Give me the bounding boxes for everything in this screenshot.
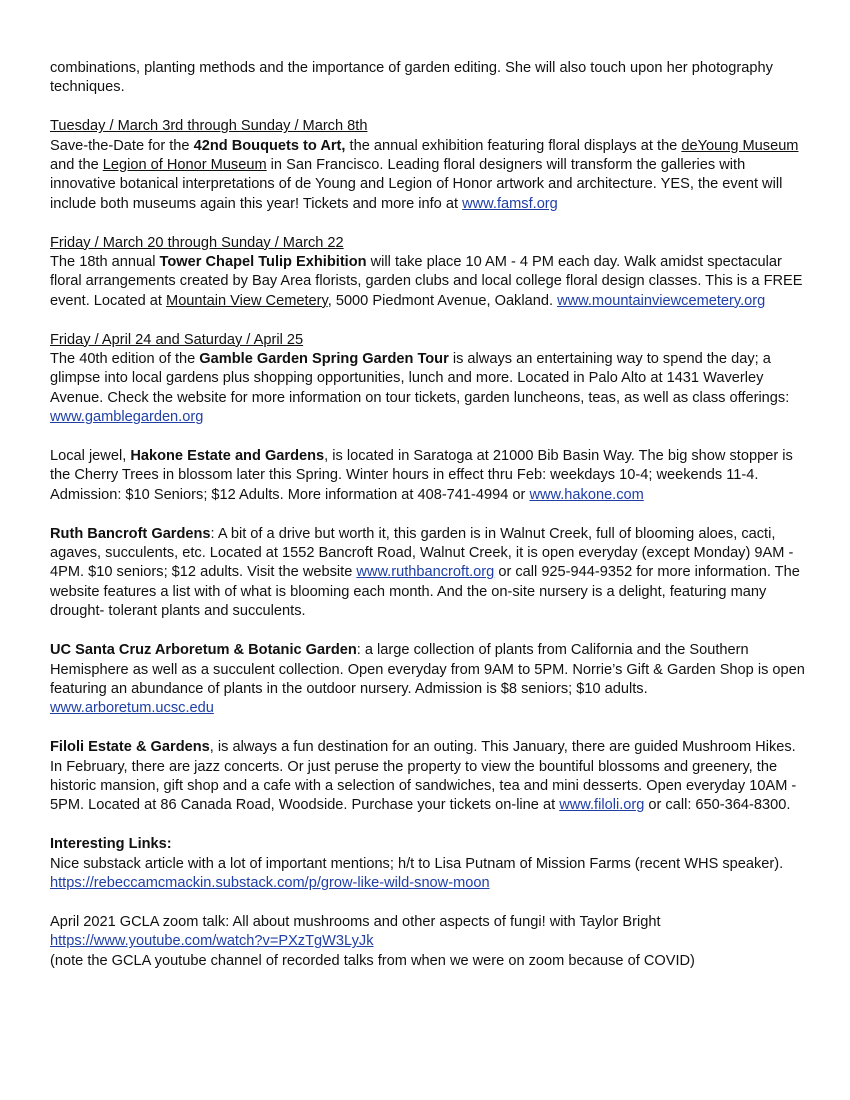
filoli-paragraph — [50, 738, 810, 816]
ruthbancroft-link[interactable]: www.ruthbancroft.org — [356, 564, 495, 581]
gcla-zoom-talk — [50, 913, 810, 971]
event3-date: Friday / April 24 and Saturday / April 25 — [50, 331, 304, 348]
ruth-text-1: : A bit of a drive but worth it, this garden is in Walnut Creek, full of blooming aloes, cacti, agaves, succulents, etc. Located at 1552 Bancroft Road, Walnut Creek, it is open everyday (except Monday) 9AM - 4PM. $10 seniors; $12 adults. Visit the website — [50, 525, 794, 581]
interesting-links-section — [50, 835, 810, 893]
substack-description: Nice substack article with a lot of important mentions; h/t to Lisa Putnam of Mission Farms (recent WHS speaker). — [50, 855, 784, 872]
famsf-link[interactable]: www.famsf.org — [462, 195, 558, 212]
document-page — [50, 59, 810, 971]
intro-paragraph — [50, 59, 810, 98]
ucsc-arboretum-paragraph — [50, 641, 810, 719]
event3-title: Gamble Garden Spring Garden Tour — [199, 351, 449, 368]
intro-line-2: techniques. — [50, 79, 125, 96]
interesting-links-heading: Interesting Links: — [50, 836, 172, 853]
gamblegarden-link[interactable]: www.gamblegarden.org — [50, 409, 204, 426]
event2-text-2: will take place 10 AM - 4 PM each day. Walk amidst spectacular floral arrangements created by Bay Area florists, garden clubs and local college floral design classes. This is a FREE event. Located at — [50, 254, 803, 309]
youtube-link[interactable]: https://www.youtube.com/watch?v=PXzTgW3LyJk — [50, 933, 374, 950]
gcla-note: (note the GCLA youtube channel of recorded talks from when we were on zoom because of COVID) — [50, 952, 695, 969]
mountainviewcemetery-link[interactable]: www.mountainviewcemetery.org — [557, 292, 766, 309]
intro-line-1: combinations, planting methods and the importance of garden editing. She will also touch upon her photography — [50, 60, 773, 76]
arboretum-link[interactable]: www.arboretum.ucsc.edu — [50, 700, 214, 717]
event2-text-3: , 5000 Piedmont Avenue, Oakland. — [327, 292, 558, 309]
hakone-text-1: Local jewel, — [50, 448, 131, 465]
filoli-link[interactable]: www.filoli.org — [559, 797, 645, 814]
event1-text-3: and the — [50, 157, 103, 174]
mountain-view-cemetery-link[interactable]: Mountain View Cemetery — [166, 292, 328, 309]
hakone-title: Hakone Estate and Gardens — [130, 448, 325, 465]
event1-text-2: the annual exhibition featuring floral displays at the — [345, 137, 682, 154]
event-gamble-garden-tour — [50, 331, 810, 428]
ucsc-text-1: : a large collection of plants from California and the Southern Hemisphere as well as a succulent collection. Open everyday from 9AM to 5PM. Norrie’s Gift & Garden Shop is open featuring an abundance of plants in the outdoor nursery. Admission is $8 seniors; $10 adults. — [50, 642, 805, 697]
ruth-text-2: or call 925-944-9352 for more information. The website features a list with of what is blooming each month. And the on-site nursery is a delight, featuring many drought- tolerant plants and succulents. — [50, 564, 800, 620]
ucsc-title: UC Santa Cruz Arboretum & Botanic Garden — [50, 642, 357, 659]
event2-title: Tower Chapel Tulip Exhibition — [159, 254, 367, 271]
ruth-bancroft-paragraph — [50, 525, 810, 622]
event-bouquets-to-art — [50, 117, 810, 214]
event3-text-2: is always an entertaining way to spend the day; a glimpse into local gardens plus shopping opportunities, lunch and more. Located in Palo Alto at 1431 Waverley Avenue. Check the website for more information on tour tickets, garden luncheons, teas, as well as class offerings: — [50, 351, 790, 406]
filoli-text-1: , is always a fun destination for an outing. This January, there are guided Mushroom Hikes. In February, there are jazz concerts. Or just peruse the property to view the bountiful blossoms and greenery, the historic mansion, gift shop and a cafe with a selection of sandwiches, tea and mini desserts. Open everyday 10AM - 5PM. Located at 86 Canada Road, Woodside. Purchase your tickets on-line at — [50, 739, 797, 814]
hakone-paragraph — [50, 447, 810, 505]
event2-date: Friday / March 20 through Sunday / March 22 — [50, 234, 344, 251]
event1-text-4: in San Francisco. Leading floral designers will transform the galleries with innovative botanical interpretations of de Young and Legion of Honor artwork and architecture. YES, the event will include both museums again this year! Tickets and more info at — [50, 157, 783, 212]
event3-text-1: The 40th edition of the — [50, 351, 200, 368]
gcla-description: April 2021 GCLA zoom talk: All about mushrooms and other aspects of fungi! with Taylor Bright — [50, 913, 661, 930]
hakone-link[interactable]: www.hakone.com — [529, 486, 644, 503]
deyoung-museum-link[interactable]: deYoung Museum — [681, 137, 799, 154]
event1-title: 42nd Bouquets to Art, — [193, 137, 346, 154]
hakone-text-2: , is located in Saratoga at 21000 Bib Basin Way. The big show stopper is the Cherry Trees in blossom later this Spring. Winter hours in effect thru Feb: weekdays 10-4; weekends 11-4. Admission: $10 Seniors; $12 Adults. More information at 408-741-4994 or — [50, 448, 793, 503]
filoli-text-2: or call: 650-364-8300. — [644, 797, 791, 814]
legion-of-honor-link[interactable]: Legion of Honor Museum — [102, 157, 267, 174]
event2-text-1: The 18th annual — [50, 254, 160, 271]
ruth-bancroft-title: Ruth Bancroft Gardens — [50, 525, 211, 542]
event1-date: Tuesday / March 3rd through Sunday / March 8th — [50, 118, 368, 135]
substack-link[interactable]: https://rebeccamcmackin.substack.com/p/grow-like-wild-snow-moon — [50, 874, 490, 891]
event1-text-1: Save-the-Date for the — [50, 137, 194, 154]
filoli-title: Filoli Estate & Gardens — [50, 739, 210, 756]
event-tulip-exhibition — [50, 234, 810, 312]
